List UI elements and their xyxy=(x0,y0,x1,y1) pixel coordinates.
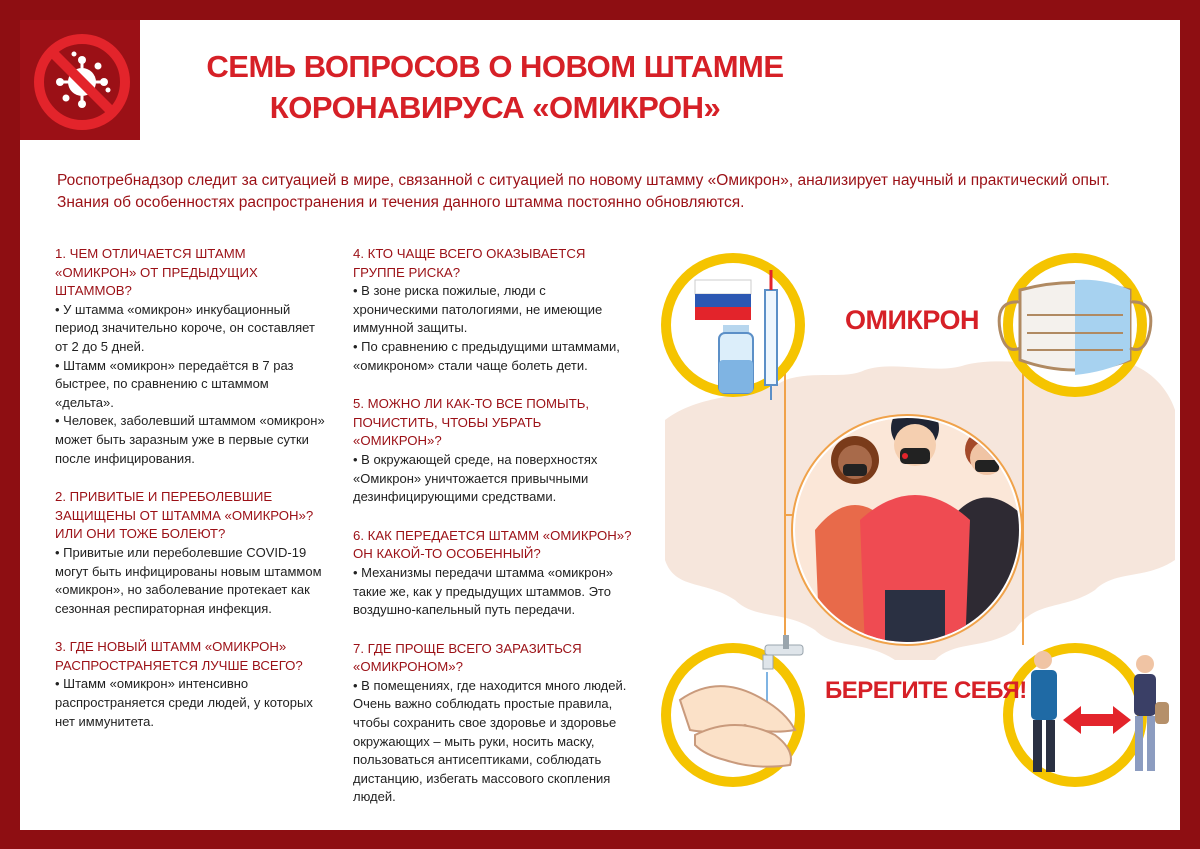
question-point: • В зоне риска пожилые, люди с хроническими патологиями, не имеющие иммунной защиты. xyxy=(353,283,603,336)
title-line-1: СЕМЬ ВОПРОСОВ О НОВОМ ШТАММЕ xyxy=(206,49,784,84)
question-4 xyxy=(353,245,633,375)
question-point: • В окружающей среде, на поверхностях «Омикрон» уничтожается привычными дезинфицирующими средствами. xyxy=(353,451,598,505)
page-title xyxy=(170,46,820,128)
question-heading: 3. ГДЕ НОВЫЙ ШТАММ «ОМИКРОН» РАСПРОСТРАНЯЕТСЯ ЛУЧШЕ ВСЕГО? xyxy=(55,639,303,673)
question-point: • В помещениях, где находится много людей. Очень важно соблюдать простые правила, чтобы сохранить свое здоровье и здоровье окружающих – мыть руки, носить маску, пользоваться антисептиками, соблюдать дистанцию, избегать массового скопления людей. xyxy=(353,677,627,805)
questions-column-left xyxy=(55,245,330,751)
question-7 xyxy=(353,640,633,807)
questions-column-middle xyxy=(353,245,633,827)
distance-circle xyxy=(1003,643,1169,787)
handwash-circle xyxy=(661,635,805,787)
intro-line-2: Знания об особенностях распространения и течения данного штамма постоянно обновляются. xyxy=(57,194,745,211)
question-heading: 2. ПРИВИТЫЕ И ПЕРЕБОЛЕВШИЕ ЗАЩИЩЕНЫ ОТ ШТАММА «ОМИКРОН»? ИЛИ ОНИ ТОЖЕ БОЛЕЮТ? xyxy=(55,489,314,542)
question-heading: 4. КТО ЧАЩЕ ВСЕГО ОКАЗЫВАЕТСЯ ГРУППЕ РИСКА? xyxy=(353,246,586,280)
intro-text xyxy=(57,170,1147,214)
vaccine-circle xyxy=(661,253,805,400)
question-point: • Штамм «омикрон» передаётся в 7 раз быстрее, по сравнению с штаммом «дельта». xyxy=(55,357,294,410)
question-point: • У штамма «омикрон» инкубационный период значительно короче, он составляет от 2 до 5 дней. xyxy=(55,301,315,354)
question-point: • Человек, заболевший штаммом «омикрон» может быть заразным уже в первые сутки после инфицирования. xyxy=(55,413,325,466)
no-virus-icon xyxy=(20,20,140,140)
question-heading: 1. ЧЕМ ОТЛИЧАЕТСЯ ШТАММ «ОМИКРОН» ОТ ПРЕДЫДУЩИХ ШТАММОВ? xyxy=(55,246,258,299)
question-3 xyxy=(55,638,330,731)
question-heading: 6. КАК ПЕРЕДАЕТСЯ ШТАММ «ОМИКРОН»? ОН КАКОЙ-ТО ОСОБЕННЫЙ? xyxy=(353,527,632,562)
question-2 xyxy=(55,488,330,618)
logo-badge xyxy=(20,20,140,140)
question-6 xyxy=(353,527,633,620)
question-5 xyxy=(353,395,633,507)
title-line-2: КОРОНАВИРУСА «ОМИКРОН» xyxy=(269,90,721,125)
question-point: • Механизмы передачи штамма «омикрон» такие же, как у предыдущих штаммов. Это воздушно-капельный путь передачи. xyxy=(353,564,613,618)
question-point: • Штамм «омикрон» интенсивно распространяется среди людей, у которых нет иммунитета. xyxy=(55,676,313,729)
face-mask-icon xyxy=(999,280,1151,375)
question-point: • По сравнению с предыдущими штаммами, «омикроном» стали чаще болеть дети. xyxy=(353,338,620,373)
question-point: • Привитые или переболевшие COVID-19 могут быть инфицированы новым штаммом «омикрон», но заболевание протекает как сезонная респираторная инфекция. xyxy=(55,544,322,616)
omicron-label: ОМИКРОН xyxy=(845,305,980,335)
poster xyxy=(20,20,1180,830)
take-care-label: БЕРЕГИТЕ СЕБЯ! xyxy=(825,677,1027,704)
question-heading: 7. ГДЕ ПРОЩЕ ВСЕГО ЗАРАЗИТЬСЯ «ОМИКРОНОМ»? xyxy=(353,640,582,675)
question-1 xyxy=(55,245,330,468)
intro-line-1: Роспотребнадзор следит за ситуацией в мире, связанной с ситуацией по новому штамму «Омикрон», анализирует научный и практический опыт. xyxy=(57,172,1110,189)
question-heading: 5. МОЖНО ЛИ КАК-ТО ВСЕ ПОМЫТЬ, ПОЧИСТИТЬ, ЧТОБЫ УБРАТЬ «ОМИКРОН»? xyxy=(353,396,590,449)
